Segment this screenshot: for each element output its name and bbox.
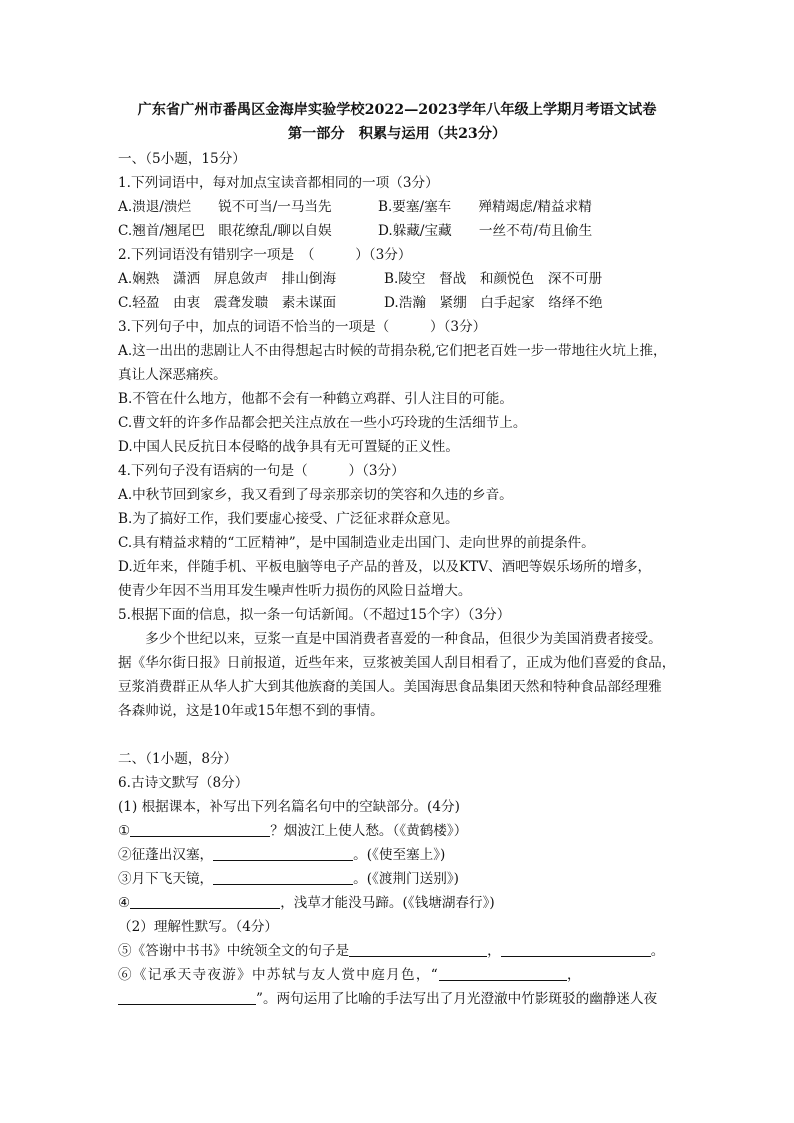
exam-title: 广东省广州市番禺区金海岸实验学校2022—2023学年八年级上学期月考语文试卷 bbox=[137, 102, 657, 118]
answer-blank-5b[interactable] bbox=[501, 942, 651, 957]
q3-option-a: A.这一出出的悲剧让人不由得想起古时候的苛捐杂税,它们把老百姓一步一带地往火坑上推， bbox=[118, 343, 667, 359]
q6-item-6-prefix: ⑥《记承天寺夜游》中苏轼与友人赏中庭月色，“ bbox=[118, 967, 440, 983]
q2-option-c: C.轻盈 由衷 震聋发聩 素未谋面 bbox=[118, 295, 337, 311]
q6-item-1-suffix: ？烟波江上使人愁。（《黄鹤楼》） bbox=[270, 823, 468, 839]
q6-item-5 bbox=[118, 941, 664, 961]
answer-blank-2[interactable] bbox=[213, 846, 353, 861]
q4-stem: 4.下列句子没有语病的一句是（ ）（3分） bbox=[118, 463, 405, 479]
q6-item-2-suffix: 。(《使至塞上》) bbox=[353, 847, 446, 863]
q6-item-5-prefix: ⑤《答谢中书书》中统领全文的句子是 bbox=[118, 943, 350, 959]
q6-item-6-separator: ， bbox=[567, 967, 582, 983]
q3-option-c: C.曹文轩的许多作品都会把关注点放在一些小巧玲珑的生活细节上。 bbox=[118, 415, 527, 431]
q2-option-d: D.浩瀚 紧绷 白手起家 络绎不绝 bbox=[384, 295, 603, 311]
q6-item-1 bbox=[118, 821, 467, 841]
q5-passage-line-4: 各森帅说，这是10年或15年想不到的事情。 bbox=[118, 703, 384, 719]
q2-stem: 2.下列词语没有错别字一项是 （ ）（3分） bbox=[118, 247, 412, 263]
answer-blank-3[interactable] bbox=[213, 870, 353, 885]
q4-option-c: C.具有精益求精的“工匠精神”，是中国制造业走出国门、走向世界的前提条件。 bbox=[118, 535, 595, 551]
q2-option-a: A.娴熟 潇洒 屏息敛声 排山倒海 bbox=[118, 271, 337, 287]
answer-blank-5a[interactable] bbox=[349, 942, 487, 957]
q6-item-5-suffix: 。 bbox=[650, 943, 665, 959]
q6-item-5-separator: ， bbox=[487, 943, 501, 959]
q6-item-3-suffix: 。(《渡荆门送别》) bbox=[353, 871, 459, 887]
q4-option-d: D.近年来，伴随手机、平板电脑等电子产品的普及，以及KTV、酒吧等娱乐场所的增多， bbox=[118, 559, 652, 575]
q6-item-6-cont bbox=[118, 989, 657, 1009]
answer-blank-1[interactable] bbox=[130, 822, 270, 837]
q6-part2-instruction: （2）理解性默写。（4分） bbox=[118, 919, 279, 935]
q6-part1-instruction: (1) 根据课本，补写出下列名篇名句中的空缺部分。(4分) bbox=[118, 799, 460, 815]
q4-option-d-cont: 使青少年因不当用耳发生噪声性听力损伤的风险日益增大。 bbox=[118, 583, 472, 599]
q3-option-b: B.不管在什么地方，他都不会有一种鹤立鸡群、引人注目的可能。 bbox=[118, 391, 513, 407]
q6-item-4 bbox=[118, 893, 495, 913]
section1-heading: 一、（5小题，15分） bbox=[118, 151, 246, 167]
q5-passage-line-2: 据《华尔街日报》日前报道，近些年来，豆浆被美国人刮目相看了，正成为他们喜爱的食品， bbox=[118, 655, 676, 671]
q1-option-b: B.要塞/塞车 殚精竭虑/精益求精 bbox=[378, 199, 592, 215]
q6-item-6-suffix: ”。两句运用了比喻的手法写出了月光澄澈中竹影斑驳的幽静迷人夜 bbox=[256, 991, 658, 1007]
answer-blank-6b[interactable] bbox=[118, 990, 256, 1005]
answer-blank-4[interactable] bbox=[130, 894, 280, 909]
q5-passage-line-3: 豆浆消费群正从华人扩大到其他族裔的美国人。美国海思食品集团天然和特种食品部经理雅 bbox=[118, 679, 662, 695]
q2-option-b: B.陵空 督战 和颜悦色 深不可册 bbox=[384, 271, 603, 287]
q1-stem: 1.下列词语中，每对加点宝读音都相同的一项（3分） bbox=[118, 175, 439, 191]
q6-item-2-prefix: ②征蓬出汉塞， bbox=[118, 847, 214, 863]
part-title: 第一部分 积累与运用（共23分） bbox=[287, 126, 507, 142]
q6-item-6 bbox=[118, 965, 582, 985]
q5-passage-line-1: 多少个世纪以来，豆浆一直是中国消费者喜爱的一种食品，但很少为美国消费者接受。 bbox=[118, 631, 662, 647]
q6-item-3 bbox=[118, 869, 459, 889]
section2-heading: 二、（1小题，8分） bbox=[118, 751, 238, 767]
q1-option-d: D.躲藏/宝藏 一丝不苟/苟且偷生 bbox=[378, 223, 593, 239]
q3-stem: 3.下列句子中，加点的词语不恰当的一项是（ ）（3分） bbox=[118, 319, 487, 335]
q6-item-4-suffix: ，浅草才能没马蹄。(《钱塘湖春行》) bbox=[280, 895, 495, 911]
q4-option-b: B.为了搞好工作，我们要虚心接受、广泛征求群众意见。 bbox=[118, 511, 459, 527]
q6-item-3-prefix: ③月下飞天镜， bbox=[118, 871, 214, 887]
q5-stem: 5.根据下面的信息，拟一条一句话新闻。（不超过15个字）（3分） bbox=[118, 607, 511, 623]
q6-stem: 6.古诗文默写（8分） bbox=[118, 775, 249, 791]
q3-option-a-cont: 真让人深恶痛疾。 bbox=[118, 367, 227, 383]
q1-option-c: C.翘首/翘尾巴 眼花缭乱/聊以自娱 bbox=[118, 223, 332, 239]
q4-option-a: A.中秋节回到家乡，我又看到了母亲那亲切的笑容和久违的乡音。 bbox=[118, 487, 513, 503]
q6-item-2 bbox=[118, 845, 445, 865]
q6-item-4-prefix: ④ bbox=[118, 895, 131, 911]
q3-option-d: D.中国人民反抗日本侵略的战争具有无可置疑的正义性。 bbox=[118, 439, 459, 455]
q6-item-1-prefix: ① bbox=[118, 823, 131, 839]
q1-option-a: A.溃退/溃烂 锐不可当/一马当先 bbox=[118, 199, 332, 215]
answer-blank-6a[interactable] bbox=[439, 966, 567, 981]
